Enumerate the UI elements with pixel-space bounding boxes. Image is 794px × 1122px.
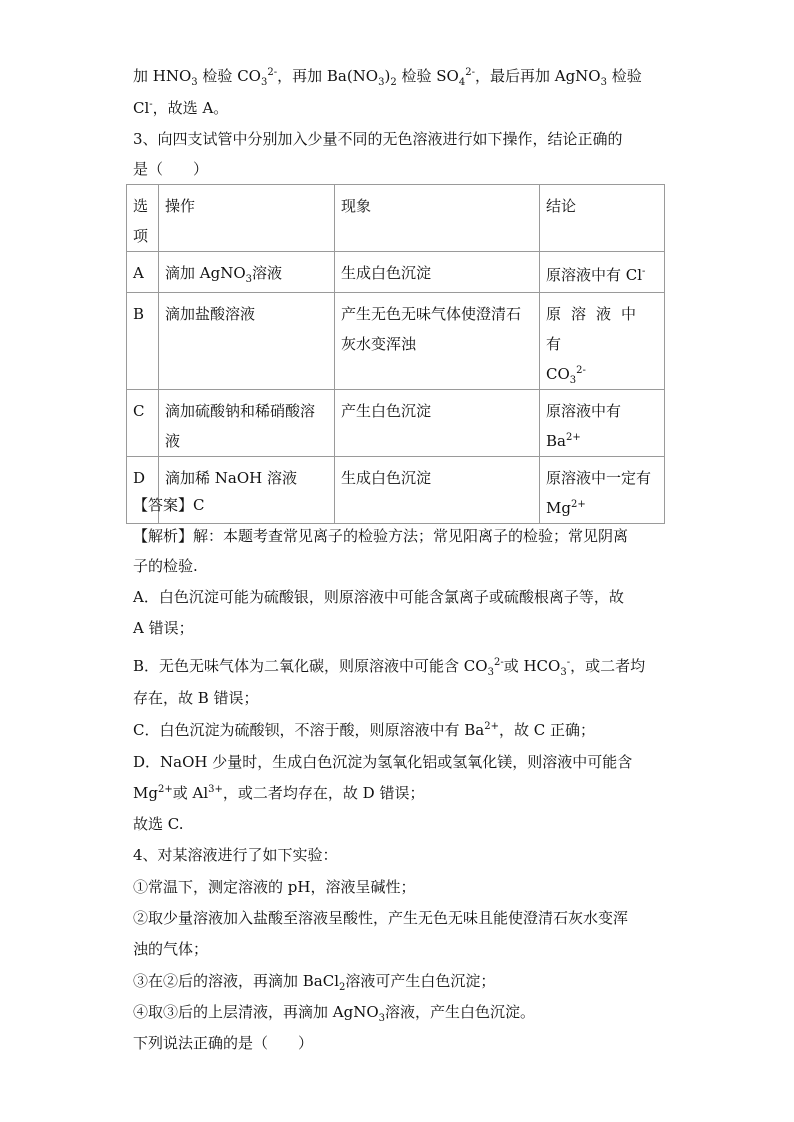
text: ④取③后的上层清液，再滴加 AgNO: [133, 1003, 379, 1021]
analysis-a-line-1: A．白色沉淀可能为硫酸银，则原溶液中可能含氯离子或硫酸根离子等，故: [133, 588, 624, 606]
analysis-line-2: 子的检验.: [133, 557, 198, 575]
subscript: 3: [260, 77, 268, 88]
row-conclusion: [540, 252, 665, 293]
text: C．白色沉淀为硫酸钡，不溶于酸，则原溶液中有 Ba: [133, 721, 485, 739]
superscript: -: [566, 657, 571, 668]
subscript: 2: [390, 77, 397, 88]
row-option: C: [127, 390, 159, 457]
table-row: [127, 390, 665, 457]
subscript: 3: [245, 274, 253, 285]
intro-line-1: [133, 66, 663, 86]
text: 检验 SO: [396, 67, 459, 85]
header-phenomenon: 现象: [335, 185, 540, 252]
row-option: D: [127, 457, 159, 524]
superscript: 2-: [267, 67, 278, 78]
question-4-step-2-line-1: ②取少量溶液加入盐酸至溶液呈酸性，产生无色无味且能使澄清石灰水变浑: [133, 909, 629, 927]
text: ，或二者均: [570, 657, 646, 675]
superscript: 2-: [493, 657, 504, 668]
subscript: 3: [569, 375, 577, 386]
question-3-line-2: 是（ ）: [133, 160, 209, 178]
row-phenomenon: 生成白色沉淀: [335, 457, 540, 524]
subscript: 3: [378, 1013, 386, 1024]
analysis-d-line-1: D．NaOH 少量时，生成白色沉淀为氢氧化铝或氢氧化镁，则溶液中可能含: [133, 753, 633, 771]
answer-line: 【答案】C: [133, 496, 205, 514]
subscript: 3: [191, 77, 198, 88]
superscript: 2-: [576, 365, 586, 376]
text: ，故 C 正确；: [498, 721, 595, 739]
row-option: A: [127, 252, 159, 293]
subscript: 3: [600, 77, 607, 88]
superscript: -: [642, 266, 646, 277]
text: ，最后再加 AgNO: [474, 67, 601, 85]
header-conclusion: 结论: [540, 185, 665, 252]
text: Cl: [133, 99, 150, 117]
row-operation: [159, 252, 335, 293]
row-phenomenon: 产生白色沉淀: [335, 390, 540, 457]
analysis-line-1: 【解析】解：本题考查常见离子的检验方法；常见阳离子的检验；常见阴离: [133, 527, 629, 545]
row-phenomenon: 生成白色沉淀: [335, 252, 540, 293]
subscript: 4: [458, 77, 466, 88]
text: 或 Al: [172, 784, 209, 802]
text: ，故选 A。: [152, 99, 229, 117]
row-operation: 滴加盐酸溶液: [159, 293, 335, 390]
question-4-step-3: [133, 971, 663, 991]
header-operation: 操作: [159, 185, 335, 252]
analysis-c-line: [133, 720, 663, 740]
analysis-conclusion: 故选 C.: [133, 815, 184, 833]
text: Mg: [133, 784, 158, 802]
superscript: 2+: [570, 499, 586, 510]
intro-line-2: [133, 98, 663, 118]
row-conclusion: [540, 293, 665, 390]
subscript: 3: [560, 667, 567, 678]
row-operation: 滴加硫酸钠和稀硝酸溶液: [159, 390, 335, 457]
table-row: [127, 252, 665, 293]
text: ): [384, 67, 391, 85]
header-option: 选项: [127, 185, 159, 252]
row-operation: 滴加稀 NaOH 溶液: [159, 457, 335, 524]
subscript: 2: [339, 982, 346, 993]
text: CO: [546, 365, 570, 383]
text: ，或二者均存在，故 D 错误；: [222, 784, 425, 802]
text: 检验 CO: [197, 67, 261, 85]
subscript: 3: [378, 77, 385, 88]
text: 加 HNO: [133, 67, 192, 85]
question-4-step-2-line-2: 浊的气体；: [133, 940, 209, 958]
analysis-b-line-1: [133, 656, 663, 676]
question-4-step-1: ①常温下，测定溶液的 pH，溶液呈碱性；: [133, 878, 416, 896]
text: 检验: [606, 67, 642, 85]
text: 或 HCO: [503, 657, 561, 675]
question-3-line-1: 3、向四支试管中分别加入少量不同的无色溶液进行如下操作，结论正确的: [133, 130, 623, 148]
text: 原溶液中有: [546, 305, 647, 353]
row-option: B: [127, 293, 159, 390]
table-header-row: [127, 185, 665, 252]
row-conclusion: [540, 390, 665, 457]
superscript: -: [149, 99, 153, 110]
superscript: 2-: [465, 67, 475, 78]
question-4-step-4: [133, 1002, 663, 1022]
text: B．无色无味气体为二氧化碳，则原溶液中可能含 CO: [133, 657, 488, 675]
text: 滴加 AgNO: [165, 264, 246, 282]
options-table: [126, 184, 665, 524]
text: 溶液可产生白色沉淀；: [345, 972, 496, 990]
analysis-d-line-2: [133, 783, 663, 803]
text: 溶液: [252, 264, 283, 282]
question-4-line-1: 4、对某溶液进行了如下实验：: [133, 846, 338, 864]
analysis-a-line-2: A 错误；: [133, 619, 194, 637]
table-row: [127, 293, 665, 390]
text: ③在②后的溶液，再滴加 BaCl: [133, 972, 340, 990]
subscript: 3: [487, 667, 494, 678]
superscript: 3+: [208, 784, 223, 795]
superscript: 2+: [157, 784, 173, 795]
text: Mg: [546, 499, 571, 517]
text: 原溶液中有 Ba: [546, 402, 622, 450]
question-4-ask: 下列说法正确的是（ ）: [133, 1034, 314, 1052]
text: 溶液，产生白色沉淀。: [385, 1003, 536, 1021]
text: ，再加 Ba(NO: [277, 67, 379, 85]
text: 原溶液中一定有: [546, 469, 652, 487]
superscript: 2+: [565, 432, 581, 443]
analysis-b-line-2: 存在，故 B 错误；: [133, 689, 259, 707]
text: 原溶液中有 Cl: [546, 266, 643, 284]
superscript: 2+: [484, 721, 499, 732]
row-phenomenon: 产生无色无味气体使澄清石灰水变浑浊: [335, 293, 540, 390]
